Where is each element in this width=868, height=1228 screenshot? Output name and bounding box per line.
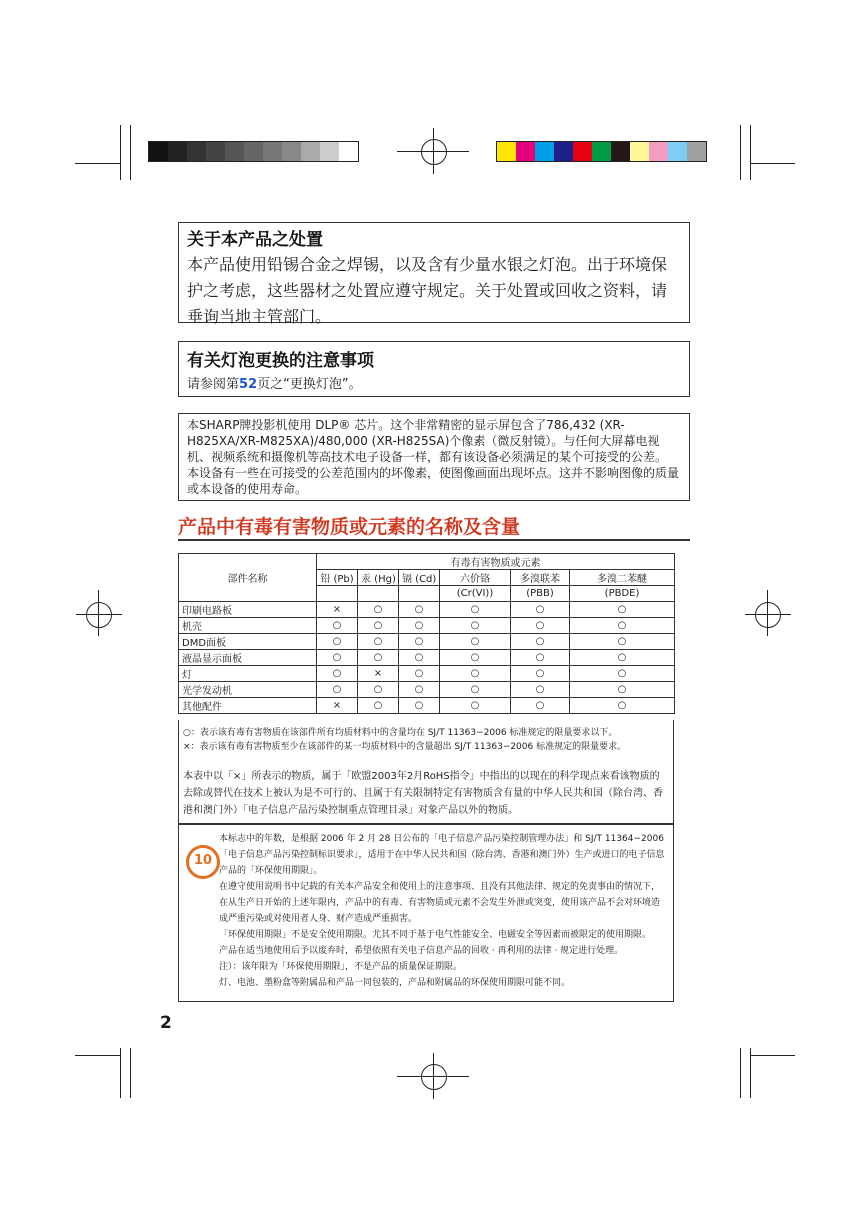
mark-cell: ○ xyxy=(440,666,511,682)
table-row xyxy=(179,634,675,650)
mark-cell: ○ xyxy=(440,650,511,666)
mark-cell: ○ xyxy=(511,698,570,714)
mark-cell: ○ xyxy=(570,682,675,698)
color-swatch-bar xyxy=(496,141,707,162)
mark-cell: ○ xyxy=(399,602,440,618)
mark-cell: ○ xyxy=(358,698,399,714)
part-name: 机壳 xyxy=(179,618,317,634)
part-name: DMD面板 xyxy=(179,634,317,650)
mark-cell: ○ xyxy=(511,634,570,650)
mark-cell: ○ xyxy=(317,666,358,682)
cross-note: ×：表示该有毒有害物质至少在该部件的某一均质材料中的含量超出 SJ/T 11363−2006 标准规定的限量要求。 xyxy=(183,742,627,752)
table-header-row xyxy=(179,554,675,570)
page-reference-link[interactable]: 52 xyxy=(239,377,258,392)
lamp-replacement-notice xyxy=(178,341,690,397)
mark-cell: ○ xyxy=(570,602,675,618)
disposal-notice xyxy=(178,222,690,326)
mark-cell: ○ xyxy=(399,682,440,698)
efup-paragraph-2: 在遵守使用说明书中记载的有关本产品安全和使用上的注意事项、且没有其他法律、规定的免责事由的情况下，在从生产日开始的上述年限内，产品中的有毒、有害物质或元素不会发生外泄或突变，使用该产品不会对环境造成严重污染或对使用者人身、财产造成严重损害。 xyxy=(219,882,661,924)
col-header-cd-sub xyxy=(399,586,440,602)
lamp-notice-text xyxy=(187,377,681,393)
mark-cell: ○ xyxy=(440,682,511,698)
mark-cell: ○ xyxy=(440,698,511,714)
col-header-pbde-sub: (PBDE) xyxy=(570,586,675,602)
efup-logo-number: 10 xyxy=(193,853,213,868)
part-name: 液晶显示面板 xyxy=(179,650,317,666)
col-header-hg: 汞 (Hg) xyxy=(358,570,399,586)
mark-cell: ○ xyxy=(358,682,399,698)
efup-logo-icon xyxy=(186,845,220,879)
mark-cell: ○ xyxy=(358,634,399,650)
mark-cell: ○ xyxy=(317,650,358,666)
mark-cell: ○ xyxy=(511,602,570,618)
part-name: 灯 xyxy=(179,666,317,682)
table-row xyxy=(179,682,675,698)
mark-cell: ○ xyxy=(511,682,570,698)
substance-group-header: 有毒有害物质或元素 xyxy=(317,554,675,570)
efup-paragraph-6: 灯、电池、墨粉盒等附属品和产品一同包装的，产品和附属品的环保使用期限可能不同。 xyxy=(219,978,571,988)
hazard-substance-table xyxy=(178,553,675,714)
table-notes xyxy=(178,720,674,824)
mark-cell: ○ xyxy=(570,698,675,714)
mark-cell: ○ xyxy=(317,634,358,650)
mark-cell: ○ xyxy=(570,618,675,634)
dlp-notice xyxy=(178,413,690,501)
rohs-note: 本表中以「×」所表示的物质，属于「欧盟2003年2月RoHS指令」中指出的以现在的科学现点来看该物质的去除或替代在技术上被认为是不可行的、且属于有关限制特定有害物质含有量的中华人民共和国（除台湾、香港和澳门外）「电子信息产品污染控制重点管理目录」对象产品以外的物质。 xyxy=(183,771,663,816)
mark-cell: ○ xyxy=(570,666,675,682)
hazard-table-container xyxy=(178,553,675,714)
disposal-title: 关于本产品之处置 xyxy=(187,230,323,250)
part-name: 光学发动机 xyxy=(179,682,317,698)
mark-cell: ○ xyxy=(511,618,570,634)
mark-cell: ○ xyxy=(317,682,358,698)
col-header-hg-sub xyxy=(358,586,399,602)
mark-cell: ○ xyxy=(399,698,440,714)
mark-cell: × xyxy=(317,698,358,714)
col-header-cr6: 六价铬 xyxy=(440,570,511,586)
mark-cell: ○ xyxy=(317,618,358,634)
hazard-section-title: 产品中有毒有害物质或元素的名称及含量 xyxy=(178,516,521,538)
mark-cell: ○ xyxy=(399,666,440,682)
col-header-pbde: 多溴二苯醚 xyxy=(570,570,675,586)
mark-cell: ○ xyxy=(399,618,440,634)
col-header-pbb: 多溴联苯 xyxy=(511,570,570,586)
dlp-paragraph-2: 本设备有一些在可接受的公差范围内的坏像素，使图像画面出现坏点。这并不影响图像的质量或本设备的使用寿命。 xyxy=(187,466,680,496)
efup-paragraph-1: 本标志中的年数，是根据 2006 年 2 月 28 日公布的「电子信息产品污染控制管理办法」和 SJ/T 11364−2006「电子信息产品污染控制标识要求」，适用于在中华人民共和国（除台湾、香港和澳门外）生产或进口的电子信息产品的「环保使用期限」。 xyxy=(219,834,665,876)
mark-cell: ○ xyxy=(399,650,440,666)
mark-cell: ○ xyxy=(358,650,399,666)
mark-cell: ○ xyxy=(511,650,570,666)
mark-cell: ○ xyxy=(358,602,399,618)
col-header-pb-sub xyxy=(317,586,358,602)
lamp-notice-title: 有关灯泡更换的注意事项 xyxy=(187,351,374,371)
mark-cell: ○ xyxy=(570,634,675,650)
col-header-cr6-sub: (Cr(VI)) xyxy=(440,586,511,602)
efup-paragraph-3: 「环保使用期限」不是安全使用期限。尤其不同于基于电气性能安全、电磁安全等因素而被限定的使用期限。 xyxy=(219,930,652,940)
mark-cell: ○ xyxy=(440,634,511,650)
mark-cell: ○ xyxy=(399,634,440,650)
table-row xyxy=(179,650,675,666)
mark-cell: ○ xyxy=(511,666,570,682)
efup-notice xyxy=(178,824,674,1002)
table-row xyxy=(179,602,675,618)
part-name-header: 部件名称 xyxy=(179,554,317,602)
table-row xyxy=(179,698,675,714)
lamp-notice-prefix: 请参阅第 xyxy=(187,377,240,392)
col-header-cd: 镉 (Cd) xyxy=(399,570,440,586)
part-name: 印刷电路板 xyxy=(179,602,317,618)
col-header-pbb-sub: (PBB) xyxy=(511,586,570,602)
circle-note: ○：表示该有毒有害物质在该部件所有均质材料中的含量均在 SJ/T 11363−2006 标准规定的限量要求以下。 xyxy=(183,728,618,738)
mark-cell: ○ xyxy=(440,618,511,634)
page-number: 2 xyxy=(160,1013,172,1033)
lamp-notice-suffix: 页之“更换灯泡”。 xyxy=(257,377,362,392)
efup-paragraph-4: 产品在适当地使用后予以废弃时，希望依照有关电子信息产品的回收 · 再利用的法律 · 规定进行处理。 xyxy=(219,946,624,956)
mark-cell: ○ xyxy=(570,650,675,666)
disposal-text: 本产品使用铅锡合金之焊锡，以及含有少量水银之灯泡。出于环境保护之考虑，这些器材之处置应遵守规定。关于处置或回收之资料，请垂询当地主管部门。 xyxy=(187,255,668,326)
dlp-paragraph-1: 本SHARP牌投影机使用 DLP® 芯片。这个非常精密的显示屏包含了786,432 (XR-H825XA/XR-M825XA)/480,000 (XR-H825SA)个像素（微反射镜）。与任何大屏幕电视机、视频系统和摄像机等高技术电子设备一样，都有该设备必须满足的某个可接受的公差。 xyxy=(187,418,668,464)
table-row xyxy=(179,666,675,682)
grayscale-swatch-bar xyxy=(148,141,359,162)
table-row xyxy=(179,618,675,634)
section-divider xyxy=(178,539,690,541)
mark-cell: ○ xyxy=(440,602,511,618)
col-header-pb: 铅 (Pb) xyxy=(317,570,358,586)
mark-cell: × xyxy=(358,666,399,682)
efup-paragraph-5: 注）：该年限为「环保使用期限」，不是产品的质量保证期限。 xyxy=(219,962,463,972)
mark-cell: ○ xyxy=(358,618,399,634)
mark-cell: × xyxy=(317,602,358,618)
part-name: 其他配件 xyxy=(179,698,317,714)
